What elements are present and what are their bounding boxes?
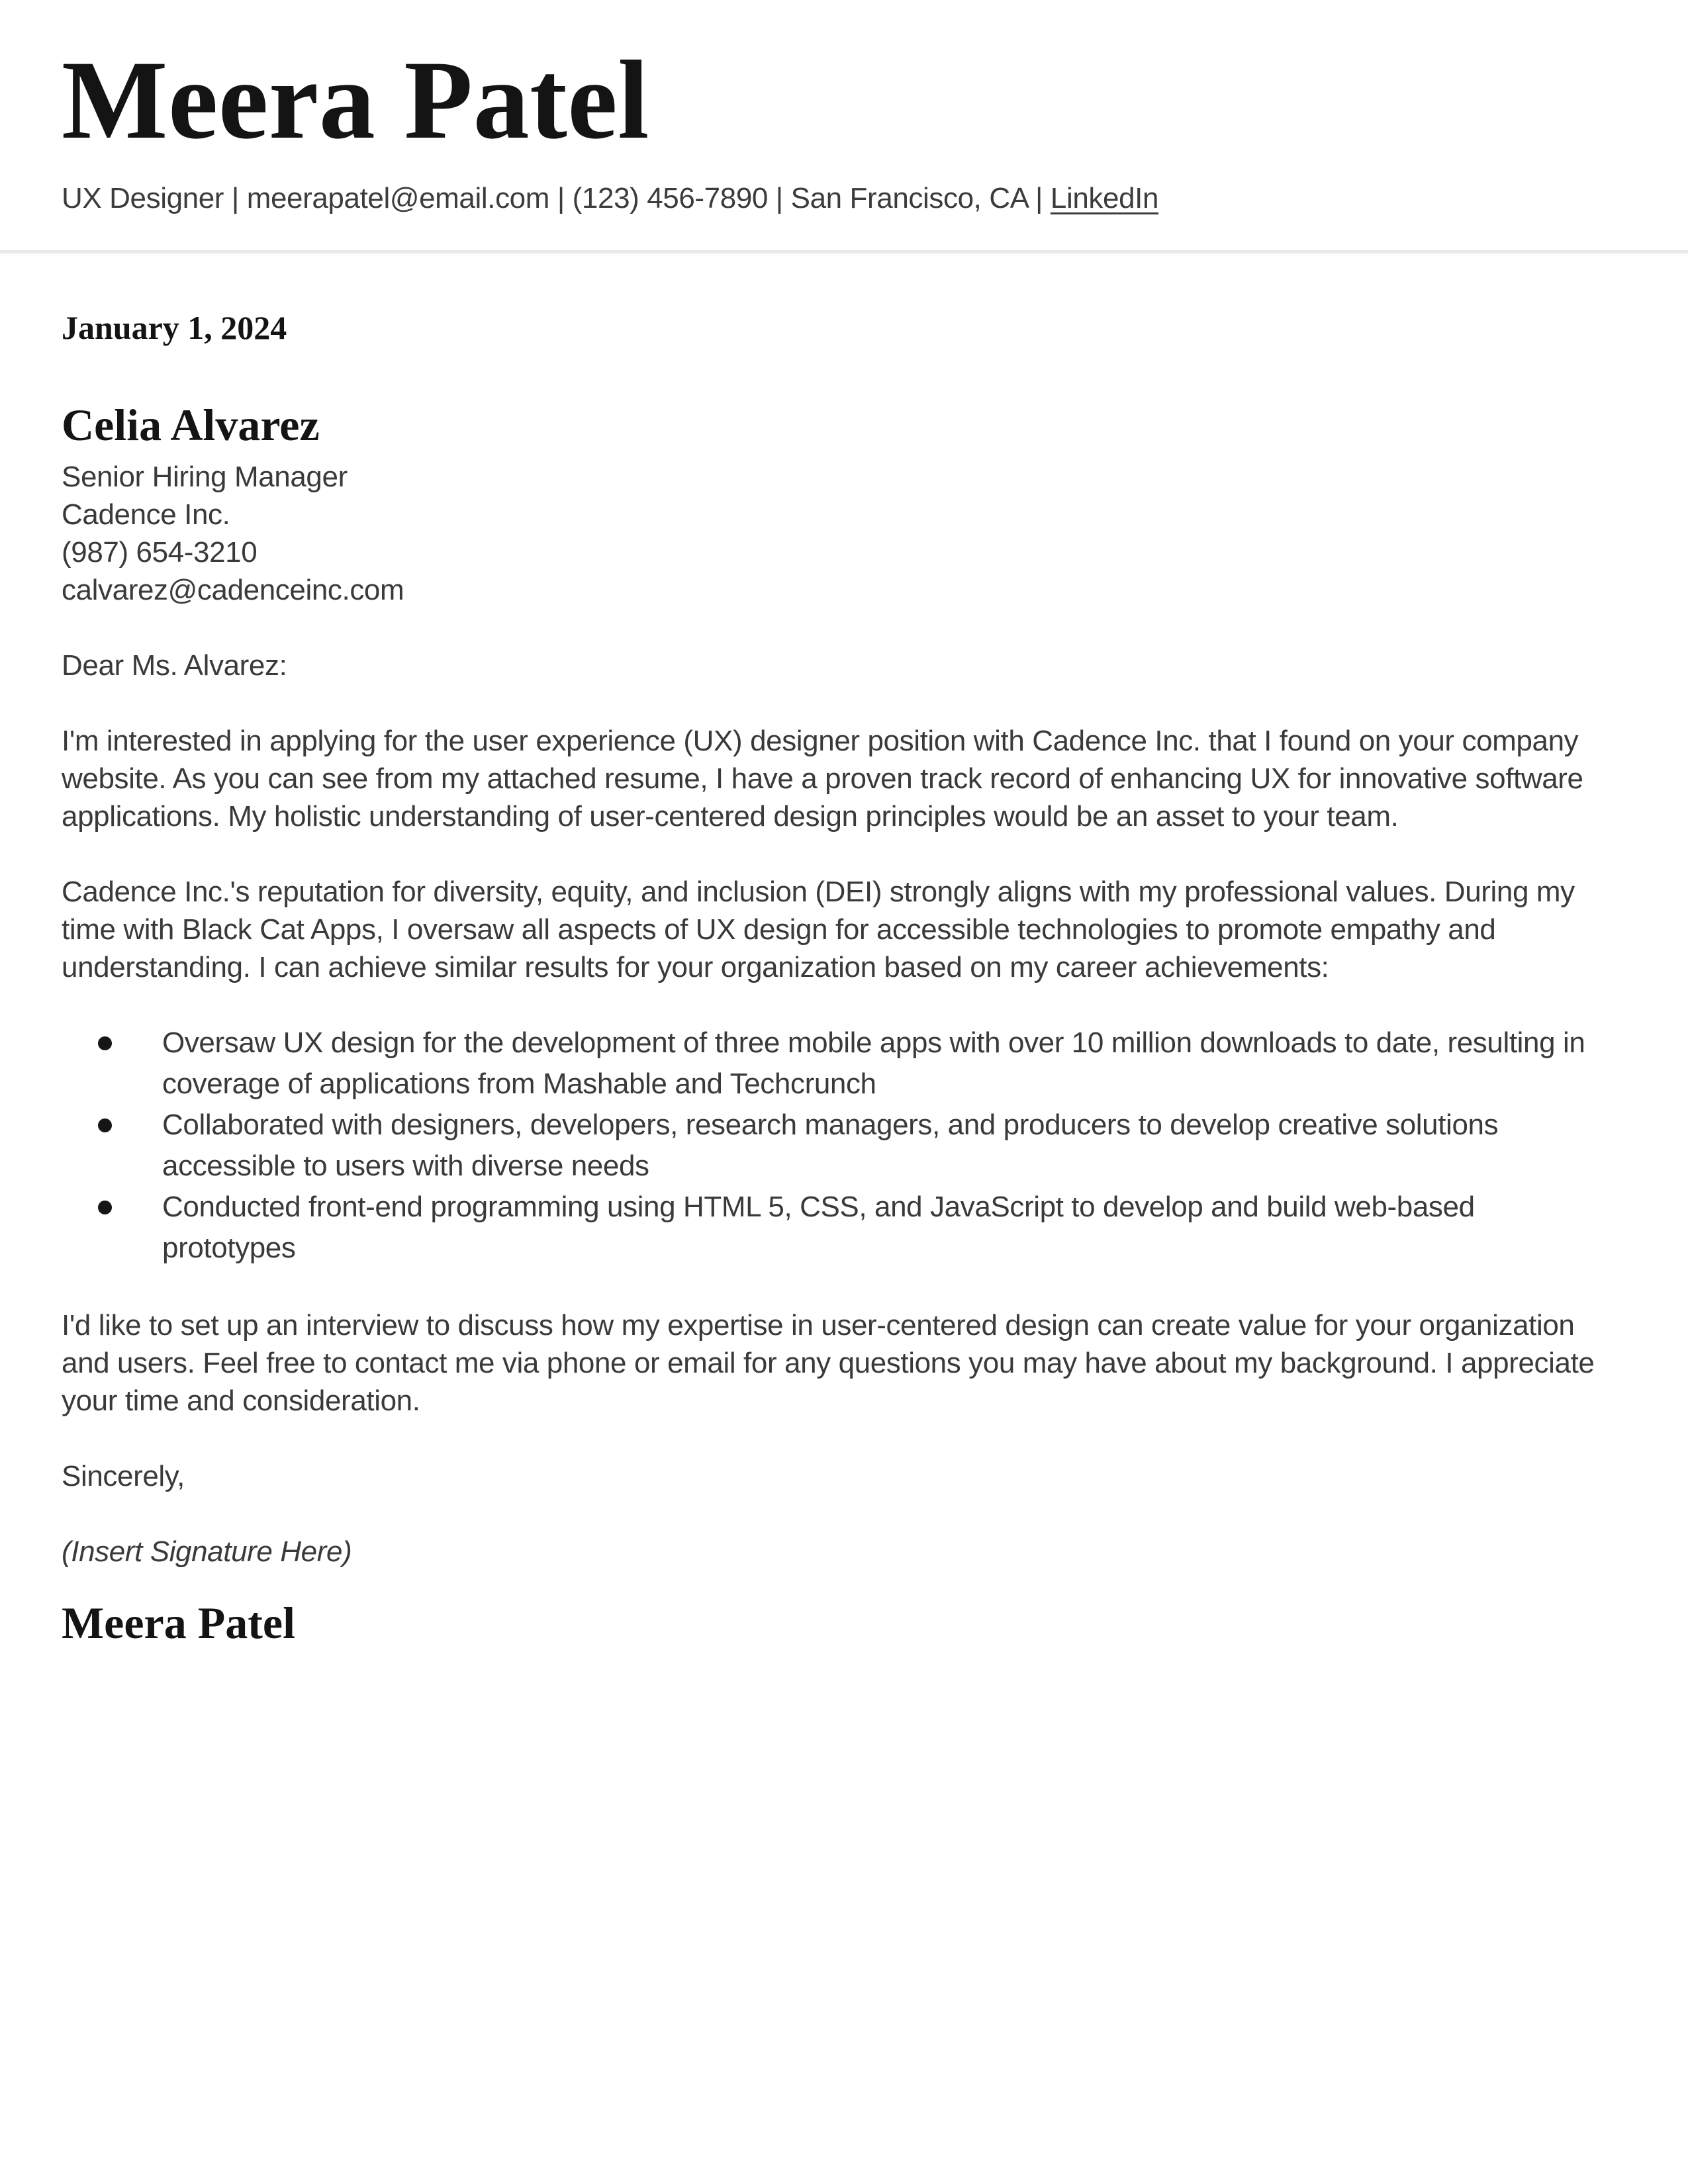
letter-header [62, 38, 1617, 217]
achievement-item: Collaborated with designers, developers, research managers, and producers to develop creative solutions accessible to users with diverse needs [62, 1105, 1604, 1187]
achievements-list [62, 1023, 1604, 1269]
achievement-item: Conducted front-end programming using HTML 5, CSS, and JavaScript to develop and build web-based prototypes [62, 1187, 1604, 1269]
body-paragraph-1: I'm interested in applying for the user experience (UX) designer position with Cadence Inc. that I found on your company website. As you can see from my attached resume, I have a proven track record of enhancing UX for innovative software applications. My holistic understanding of user-centered design principles would be an asset to your team. [62, 724, 1583, 833]
salutation: Dear Ms. Alvarez: [62, 649, 287, 682]
recipient-name: Celia Alvarez [62, 400, 320, 450]
contact-info-text: UX Designer | meerapatel@email.com | (123) 456-7890 | San Francisco, CA | [62, 182, 1051, 214]
linkedin-link[interactable]: LinkedIn [1050, 182, 1159, 214]
recipient-job-title: Senior Hiring Manager [62, 460, 348, 493]
body-paragraph-2: Cadence Inc.'s reputation for diversity, equity, and inclusion (DEI) strongly aligns with my professional values. During my time with Black Cat Apps, I oversaw all aspects of UX design for accessible technologies to promote empathy and understanding. I can achieve similar results for your organization based on my career achievements: [62, 875, 1575, 983]
recipient-email: calvarez@cadenceinc.com [62, 573, 404, 606]
letter-date: January 1, 2024 [62, 309, 287, 346]
valediction: Sincerely, [62, 1459, 185, 1492]
letter-content [0, 38, 1688, 1648]
recipient-phone: (987) 654-3210 [62, 535, 258, 569]
recipient-block [62, 400, 1617, 609]
header-divider [0, 250, 1688, 253]
applicant-name-heading: Meera Patel [62, 38, 649, 162]
contact-line [62, 179, 1617, 217]
achievement-item: Oversaw UX design for the development of three mobile apps with over 10 million downloads to date, resulting in coverage of applications from Mashable and Techcrunch [62, 1023, 1604, 1105]
closing-paragraph: I'd like to set up an interview to discuss how my expertise in user-centered design can create value for your organization and users. Feel free to contact me via phone or email for any questions you may have about my background. I appreciate your time and consideration. [62, 1308, 1595, 1417]
signature-placeholder: (Insert Signature Here) [62, 1535, 352, 1568]
recipient-company: Cadence Inc. [62, 498, 230, 531]
signature-name: Meera Patel [62, 1597, 295, 1648]
